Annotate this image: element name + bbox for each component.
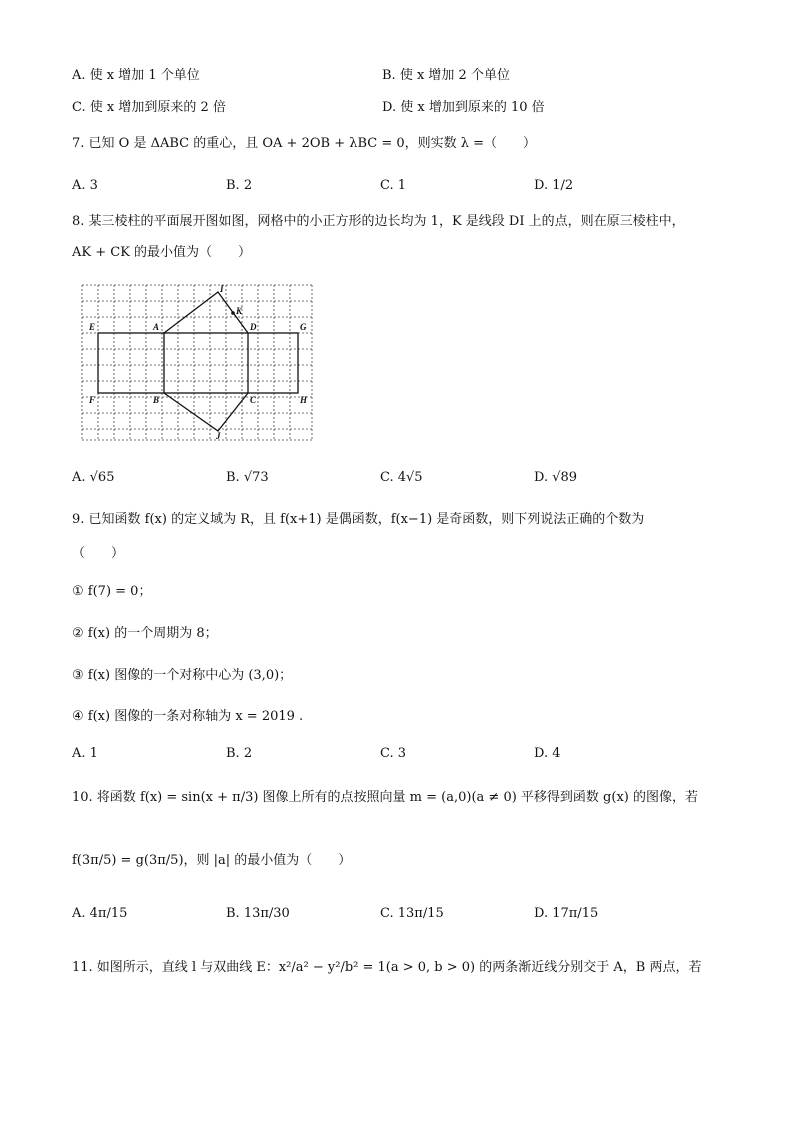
q7-option-d: D. 1/2 bbox=[534, 178, 574, 193]
label-k: K bbox=[236, 306, 243, 316]
q8-option-c: C. 4√5 bbox=[380, 470, 423, 485]
q7-option-b: B. 2 bbox=[226, 178, 253, 193]
label-h: H bbox=[300, 395, 308, 405]
q6-option-a: A. 使 x 增加 1 个单位 bbox=[72, 68, 200, 83]
label-b: B bbox=[153, 395, 160, 405]
label-f: F bbox=[89, 395, 96, 405]
label-i: I bbox=[220, 284, 224, 294]
q9-option-a: A. 1 bbox=[72, 746, 98, 761]
q10-stem-line2: f(3π/5) = g(3π/5)，则 |a| 的最小值为（ ） bbox=[72, 853, 352, 868]
label-e: E bbox=[89, 322, 96, 332]
q7-option-a: A. 3 bbox=[72, 178, 98, 193]
q9-stem-line2: （ ） bbox=[72, 546, 125, 561]
q10-option-a: A. 4π/15 bbox=[72, 906, 128, 921]
q8-stem-line1: 8. 某三棱柱的平面展开图如图，网格中的小正方形的边长均为 1，K 是线段 DI 上的点，则在原三棱柱中， bbox=[72, 214, 685, 229]
q10-stem-line1: 10. 将函数 f(x) = sin(x + π/3) 图像上所有的点按照向量 m = (a,0)(a ≠ 0) 平移得到函数 g(x) 的图像，若 bbox=[72, 790, 698, 805]
label-g: G bbox=[300, 322, 307, 332]
q8-stem-line2: AK + CK 的最小值为（ ） bbox=[72, 245, 252, 260]
q7-option-c: C. 1 bbox=[380, 178, 407, 193]
q8-option-a: A. √65 bbox=[72, 470, 115, 485]
q9-statement-2: ② f(x) 的一个周期为 8； bbox=[72, 626, 218, 641]
net-outline bbox=[98, 292, 298, 431]
q6-option-b: B. 使 x 增加 2 个单位 bbox=[382, 68, 510, 83]
q10-option-c: C. 13π/15 bbox=[380, 906, 444, 921]
q8-option-b: B. √73 bbox=[226, 470, 269, 485]
point-k bbox=[231, 311, 235, 315]
label-c: C bbox=[250, 395, 257, 405]
q8-net-figure bbox=[80, 283, 316, 443]
label-a: A bbox=[153, 322, 160, 332]
q9-statement-4: ④ f(x) 图像的一条对称轴为 x = 2019 . bbox=[72, 709, 304, 724]
label-d: D bbox=[250, 322, 257, 332]
q9-statement-3: ③ f(x) 图像的一个对称中心为 (3,0)； bbox=[72, 668, 293, 683]
q6-option-c: C. 使 x 增加到原来的 2 倍 bbox=[72, 100, 226, 115]
q10-option-b: B. 13π/30 bbox=[226, 906, 290, 921]
q9-stem-line1: 9. 已知函数 f(x) 的定义域为 R，且 f(x+1) 是偶函数，f(x−1) 是奇函数，则下列说法正确的个数为 bbox=[72, 512, 645, 527]
q9-option-b: B. 2 bbox=[226, 746, 253, 761]
q9-statement-1: ① f(7) = 0； bbox=[72, 584, 152, 599]
q6-option-d: D. 使 x 增加到原来的 10 倍 bbox=[382, 100, 545, 115]
q7-stem: 7. 已知 O 是 ΔABC 的重心，且 OA + 2OB + λBC = 0，则实数 λ =（ ） bbox=[72, 136, 537, 151]
q11-stem-line1: 11. 如图所示，直线 l 与双曲线 E：x²/a² − y²/b² = 1(a > 0, b > 0) 的两条渐近线分别交于 A，B 两点，若 bbox=[72, 960, 702, 975]
q9-option-c: C. 3 bbox=[380, 746, 407, 761]
q8-option-d: D. √89 bbox=[534, 470, 578, 485]
q10-option-d: D. 17π/15 bbox=[534, 906, 599, 921]
q9-option-d: D. 4 bbox=[534, 746, 561, 761]
label-j: J bbox=[216, 431, 221, 441]
